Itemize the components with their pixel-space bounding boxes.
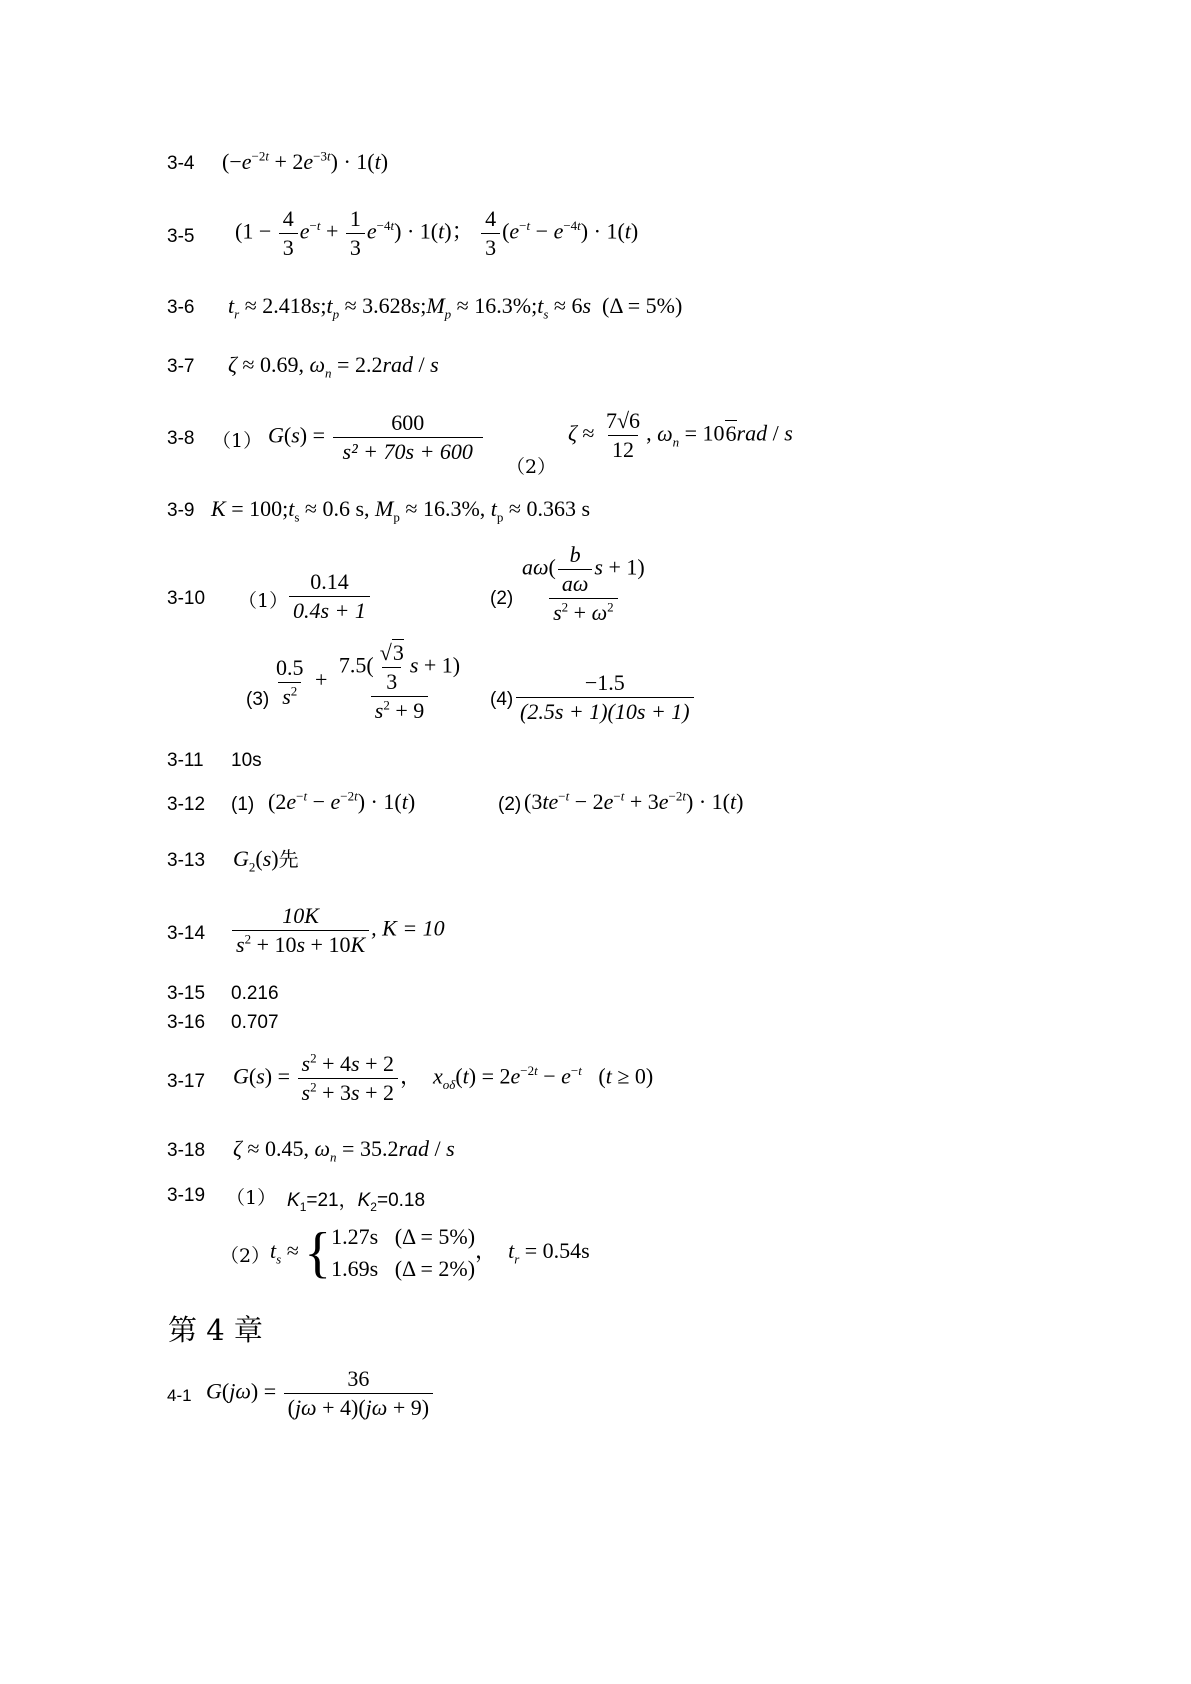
part-label: （1） (238, 590, 289, 612)
formula-3-17: G(s) = $\frac{s^2 + 4s + 2}{s^2 + 3s + 2}$ ， $x_{o\delta}(t) = 2e^{-2t} - e^{-t}$ (t ≥ 0) (233, 1050, 654, 1105)
formula-3-9: $K = 100;t_s \approx 0.6$ s, $M_p \approx 16.3\%$, $t_p \approx 0.363$ s (211, 496, 591, 525)
formula-3-12-2: $(3te^{-t} - 2e^{-t} + 3e^{-2t}) \cdot 1(t)$ (524, 788, 744, 814)
problem-label: 3-6 (167, 297, 195, 318)
denominator: 12 (608, 435, 638, 461)
problem-label: 3-10 (167, 588, 206, 609)
problem-label: 3-12 (167, 794, 206, 815)
problem-label: 3-4 (167, 153, 195, 174)
part-label: （2） (220, 1245, 271, 1267)
formula-3-19-2: $t_s$ ≈ { 1.27s (Δ = 5%) 1.69s (Δ = 2%) ， $t_r = 0.54s$ (270, 1221, 590, 1284)
part-label: (3) (246, 689, 270, 710)
formula-3-10-2: aω( $\frac{b}{a\omega}$ s + 1) $s^2 + \omega^2$ (522, 542, 645, 625)
answer-value: 0.216 (231, 983, 279, 1004)
formula-3-12-1: $(2e^{-t} - e^{-2t}) \cdot 1(t)$ (268, 788, 416, 814)
formula-3-5: (1 − $\frac{4}{3}$ $e^{-t}$ + $\frac{1}{3}$ $e^{-4t}) \cdot 1(t)$； $\frac{4}{3}$ $(e^{-t} - e^{-4t}) \cdot 1(t)$ (235, 206, 639, 260)
answer-tail: , K = 10 (371, 915, 445, 941)
problem-label: 3-8 (167, 428, 195, 449)
formula-4-1: G(jω) = $\frac{36}{(j\omega + 4)(j\omega + 9)}$ (206, 1368, 435, 1419)
formula-3-8-2: ζ ≈ $\frac{7√6}{12}$ , $\omega_n = 106rad / s$ (568, 408, 793, 462)
formula-3-7: ζ ≈ 0.69, $\omega_n = 2.2rad / s$ (228, 352, 439, 381)
formula-3-6: $t_r$ ≈ $2.418s;t_p$ ≈ $3.628s;M_p$ ≈ $16.3\%;t_s \approx 6s$ (Δ = 5%) (228, 293, 683, 322)
case-condition: (Δ = 5%) (394, 1224, 476, 1249)
problem-label: 3-16 (167, 1012, 206, 1033)
problem-label: 3-17 (167, 1071, 206, 1092)
formula-3-10-1 (287, 571, 372, 622)
part-label: （2） (506, 456, 557, 478)
problem-label: 4-1 (167, 1386, 192, 1405)
k-values: $K_1=21$，$K_2=0.18$ (287, 1190, 426, 1214)
k2-value: =0.18 (376, 1190, 426, 1211)
numerator: 36 (347, 1366, 370, 1391)
separator: ， (399, 1063, 422, 1089)
numerator: 0.5 (276, 654, 304, 680)
numerator: 0.14 (310, 569, 349, 594)
problem-label: 3-14 (167, 923, 206, 944)
denominator: s² + 70s + 600 (333, 437, 483, 463)
separator: ， (475, 1237, 498, 1263)
answer-value: 10s (231, 750, 262, 771)
formula-3-13: $G_2(s)$先 (233, 846, 299, 875)
numerator: −1.5 (584, 670, 625, 695)
part-label: (2) (490, 588, 514, 609)
separator: ； (451, 218, 474, 244)
problem-label: 3-9 (167, 500, 195, 521)
part-label: （1） (226, 1187, 277, 1209)
numerator: 10K (282, 903, 319, 928)
problem-label: 3-19 (167, 1185, 206, 1206)
formula-3-14: $\frac{10K}{s^2 + 10s + 10K}$ , K = 10 (230, 905, 445, 956)
answer-value: 0.707 (231, 1012, 279, 1033)
k1-value: =21， (306, 1190, 358, 1211)
problem-label: 3-15 (167, 983, 206, 1004)
problem-label: 3-7 (167, 356, 195, 377)
denominator: 0.4s + 1 (289, 596, 370, 622)
case-value: 1.69s (331, 1255, 379, 1281)
case-condition: (Δ = 2%) (394, 1255, 476, 1281)
numerator: 7√6 (605, 408, 641, 433)
answer-suffix: 先 (278, 847, 299, 871)
problem-label: 3-13 (167, 850, 206, 871)
numerator: 600 (391, 410, 425, 435)
formula-3-8-1: G(s) = $\frac{600}{\text{s² + 70s + 600}}$ (268, 412, 485, 463)
formula-3-18: ζ ≈ 0.45, $\omega_n = 35.2rad / s$ (233, 1136, 455, 1165)
part-label: (1) (231, 794, 255, 815)
case-value: 1.27s (331, 1224, 379, 1249)
problem-label: 3-18 (167, 1140, 206, 1161)
problem-label: 3-5 (167, 226, 195, 247)
denominator: (2.5s + 1)(10s + 1) (516, 697, 694, 723)
part-label: (2) (498, 794, 522, 815)
formula-3-4: $(-e^{-2t} + 2e^{-3t}) \cdot 1(t)$ (222, 148, 389, 174)
tr-value: = 0.54s (524, 1237, 590, 1263)
problem-label: 3-11 (167, 750, 204, 771)
formula-3-10-3: $\frac{0.5}{s^2}$ + 7.5( $\frac{√3}{3}$ s + 1) $s^2 + 9$ (270, 642, 466, 722)
formula-3-10-4 (514, 672, 696, 723)
part-label: (4) (490, 689, 514, 710)
part-label: （1） (212, 430, 263, 452)
chapter-heading: 第 4 章 (168, 1313, 263, 1347)
